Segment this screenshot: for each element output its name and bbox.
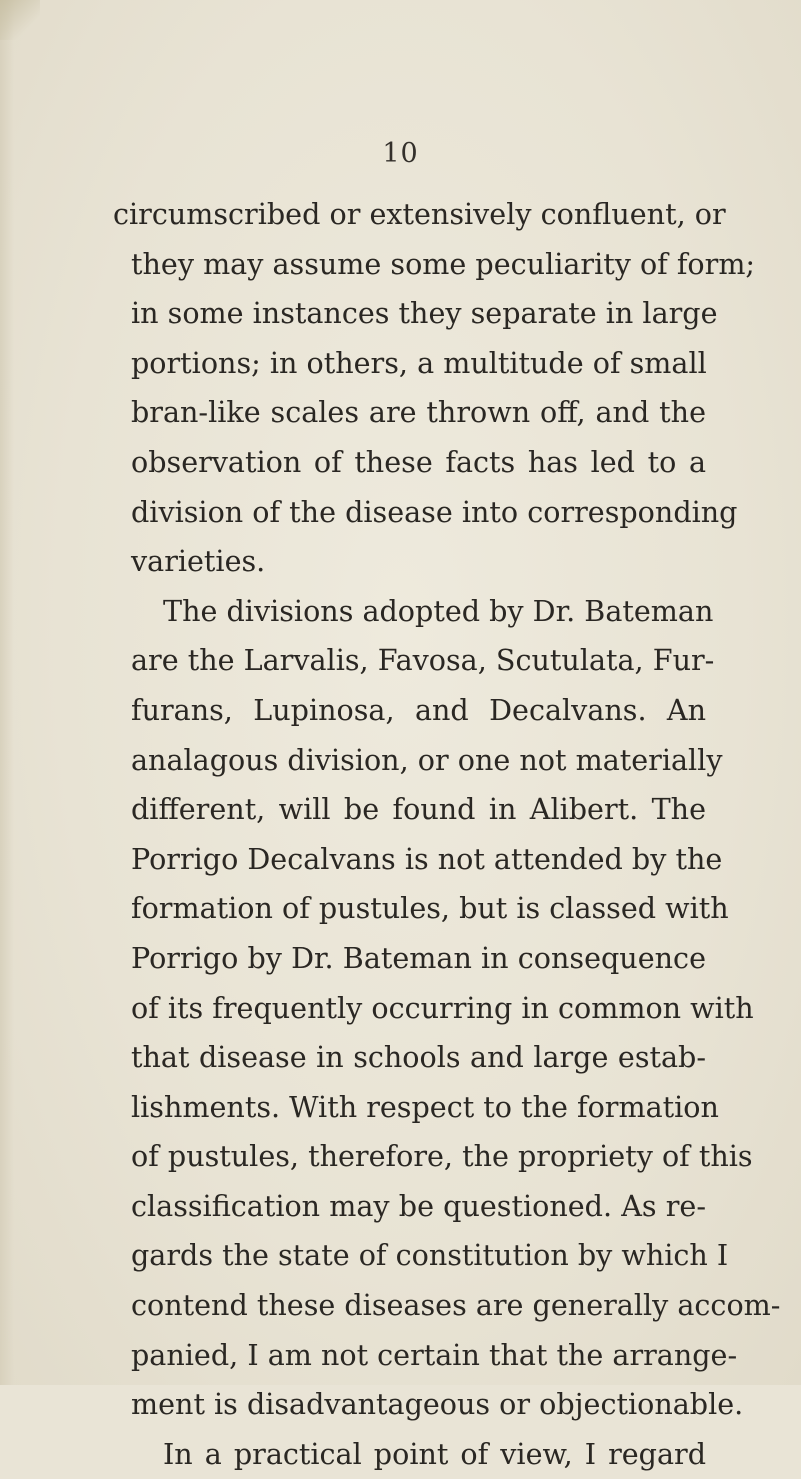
- text-line: are the Larvalis, Favosa, Scutulata, Fur-: [131, 643, 715, 678]
- text-line: bran-like scales are thrown off, and the: [131, 395, 706, 430]
- text-line: Porrigo Decalvans is not attended by the: [131, 841, 723, 876]
- text-line: portions; in others, a multitude of small: [131, 345, 707, 380]
- text-line: lishments. With respect to the formation: [131, 1089, 719, 1124]
- text-line: different, will be found in Alibert. The: [131, 792, 706, 827]
- text-line: ment is disadvantageous or objectionable.: [131, 1387, 744, 1422]
- text-line: In a practical point of view, I regard: [163, 1436, 706, 1471]
- text-line: of pustules, therefore, the propriety of this: [131, 1139, 753, 1174]
- text-line: they may assume some peculiarity of form;: [131, 246, 756, 281]
- text-line: gards the state of constitution by which I: [131, 1238, 729, 1273]
- text-line: formation of pustules, but is classed with: [131, 891, 729, 926]
- text-line: panied, I am not certain that the arrange-: [131, 1337, 738, 1372]
- text-line: circumscribed or extensively confluent, or: [113, 197, 726, 231]
- text-line: contend these diseases are generally accom-: [131, 1288, 781, 1323]
- text-line: varieties.: [131, 544, 266, 579]
- page-number: 10: [382, 138, 419, 169]
- text-line: division of the disease into corresponding: [131, 494, 738, 529]
- text-line: The divisions adopted by Dr. Bateman: [163, 593, 714, 628]
- text-line: observation of these facts has led to a: [131, 444, 706, 479]
- text-line: classification may be questioned. As re-: [131, 1188, 706, 1223]
- body-text: [113, 190, 781, 1479]
- text-line: analagous division, or one not materially: [131, 742, 723, 777]
- page-corner-shadow: [0, 0, 40, 40]
- page-edge-shadow: [0, 0, 14, 1385]
- text-line: that disease in schools and large estab-: [131, 1040, 706, 1075]
- text-line: in some instances they separate in large: [131, 296, 718, 331]
- text-line: furans, Lupinosa, and Decalvans. An: [131, 692, 706, 727]
- text-line: Porrigo by Dr. Bateman in consequence: [131, 940, 706, 975]
- text-line: of its frequently occurring in common with: [131, 990, 754, 1025]
